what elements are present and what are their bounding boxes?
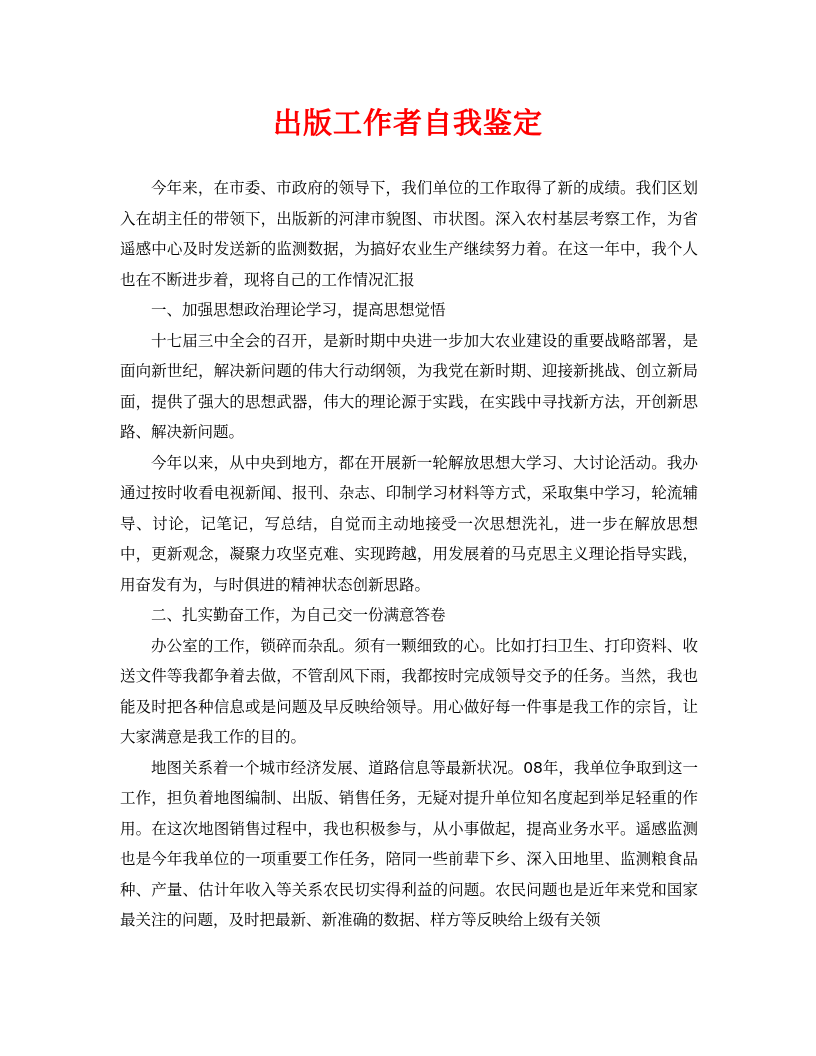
paragraph-office-work: 办公室的工作，锁碎而杂乱。须有一颗细致的心。比如打扫卫生、打印资料、收送文件等我都争着去做，不管刮风下雨，我都按时完成领导交予的任务。当然，我也能及时把各种信息或是问题及早反映给领导。用心做好每一件事是我工作的宗旨，让大家满意是我工作的目的。 (120, 636, 698, 746)
section-heading-2: 二、扎实勤奋工作，为自己交一份满意答卷 (151, 606, 446, 624)
section-heading-1: 一、加强思想政治理论学习，提高思想觉悟 (151, 301, 446, 319)
paragraph-study: 今年以来，从中央到地方，都在开展新一轮解放思想大学习、大讨论活动。我办通过按时收看电视新闻、报刊、杂志、印制学习材料等方式，采取集中学习，轮流辅导、讨论，记笔记，写总结，自觉而主动地接受一次思想洗礼，进一步在解放思想中，更新观念，凝聚力攻坚克难、实现跨越，用发展着的马克思主义理论指导实践，用奋发有为，与时俱进的精神状态创新思路。 (120, 453, 698, 594)
paragraph-plenum: 十七届三中全会的召开，是新时期中央进一步加大农业建设的重要战略部署，是面向新世纪，解决新问题的伟大行动纲领，为我党在新时期、迎接新挑战、创立新局面，提供了强大的思想武器，伟大的理论源于实践，在实践中寻找新方法，开创新思路、解决新问题。 (120, 331, 698, 441)
document-title: 出版工作者自我鉴定 (272, 106, 543, 140)
paragraph-intro: 今年来，在市委、市政府的领导下，我们单位的工作取得了新的成绩。我们区划入在胡主任的带领下，出版新的河津市貌图、市状图。深入农村基层考察工作，为省遥感中心及时发送新的监测数据，为搞好农业生产继续努力着。在这一年中，我个人也在不断进步着，现将自己的工作情况汇报 (120, 179, 698, 289)
document-body (120, 173, 698, 936)
paragraph-map-work: 地图关系着一个城市经济发展、道路信息等最新状况。08年，我单位争取到这一工作，担负着地图编制、出版、销售任务，无疑对提升单位知名度起到举足轻重的作用。在这次地图销售过程中，我也积极参与，从小事做起，提高业务水平。遥感监测也是今年我单位的一项重要工作任务，陪同一些前辈下乡、深入田地里、监测粮食品种、产量、估计年收入等关系农民切实得利益的问题。农民问题也是近年来党和国家最关注的问题，及时把最新、新准确的数据、样方等反映给上级有关领 (120, 758, 698, 929)
